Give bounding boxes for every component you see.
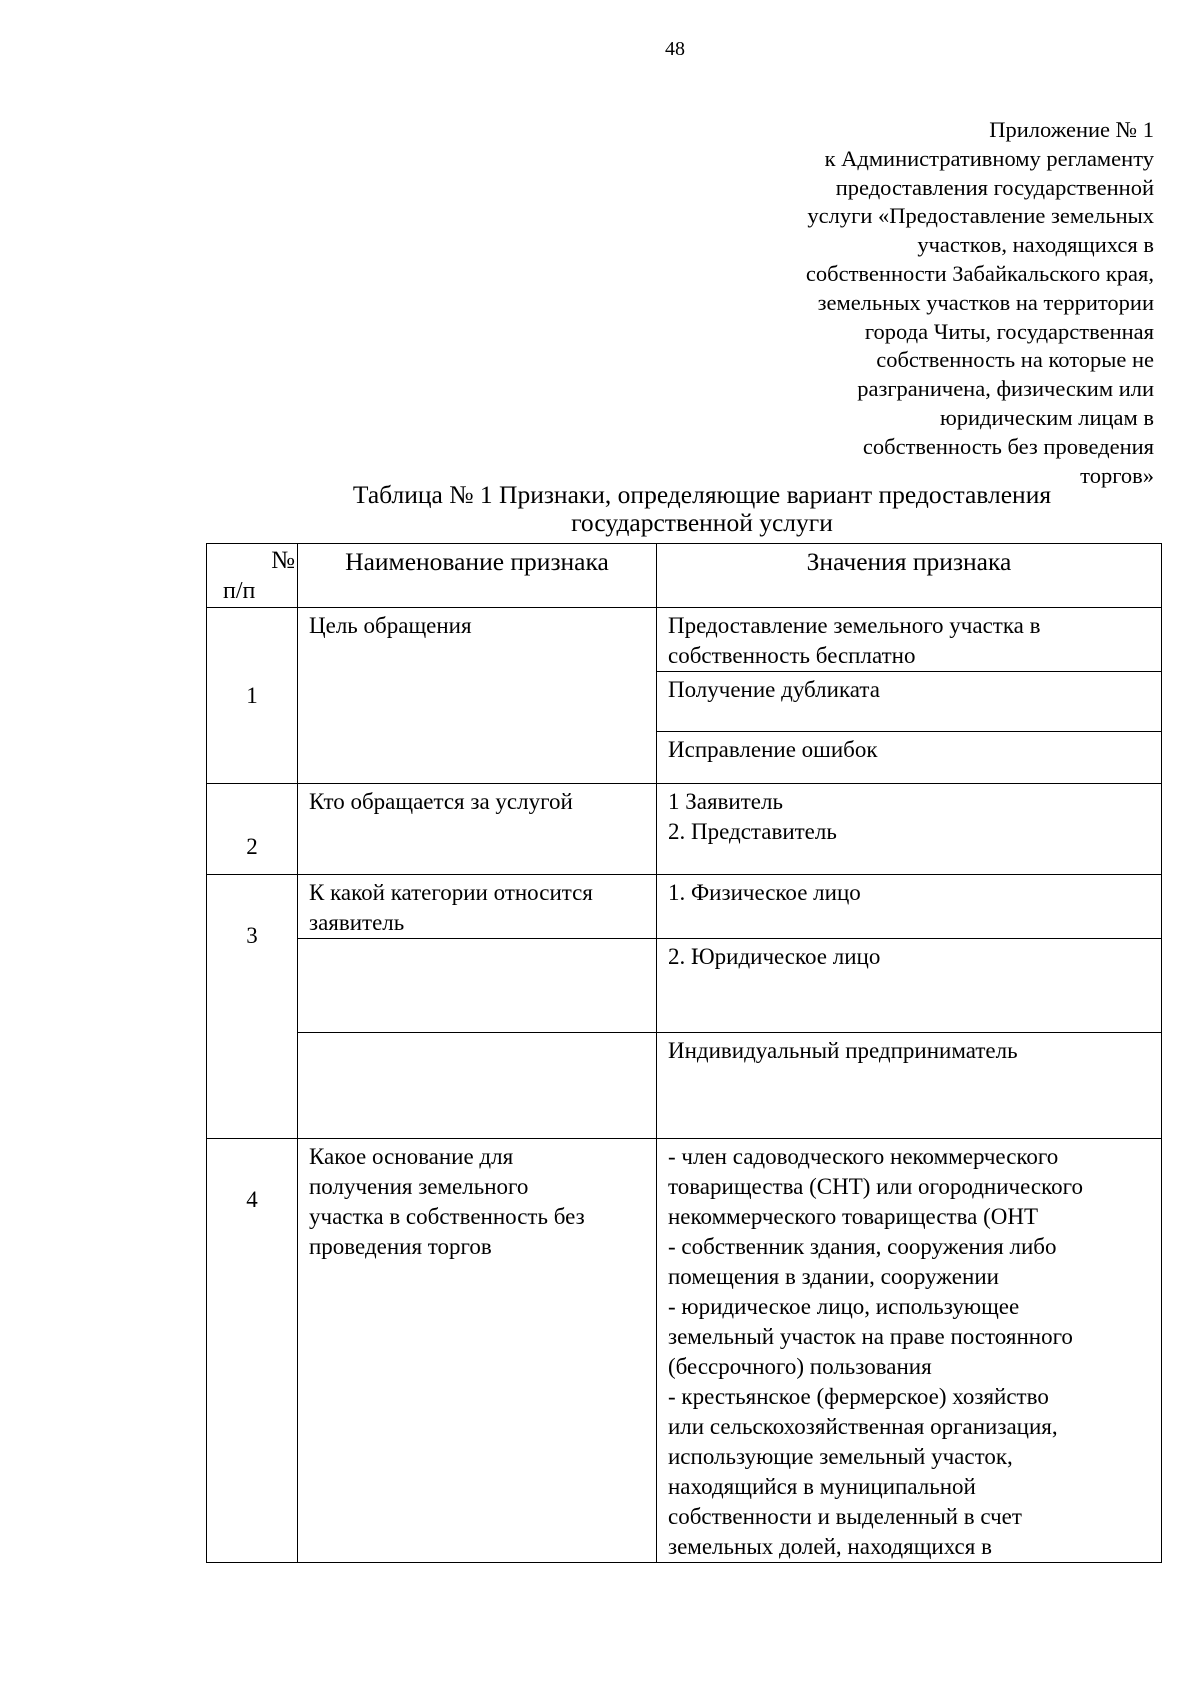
appendix-line: собственности Забайкальского края,	[805, 260, 1154, 286]
row-number: 4	[207, 1139, 298, 1563]
appendix-line: юридическим лицам в	[939, 404, 1154, 430]
table-row	[207, 1033, 1162, 1139]
table-row	[207, 1139, 1162, 1563]
attribute-name: Цель обращения	[298, 608, 657, 784]
attribute-value: Получение дубликата	[657, 672, 1162, 732]
attribute-value: 2. Юридическое лицо	[657, 939, 1162, 1033]
row-number: 1	[207, 608, 298, 784]
attribute-value: Индивидуальный предприниматель	[657, 1033, 1162, 1139]
table-title-line: государственной услуги	[571, 508, 833, 537]
table-title	[205, 481, 1199, 537]
attribute-value: 1 Заявитель 2. Представитель	[657, 784, 1162, 875]
appendix-line: предоставления государственной	[835, 174, 1154, 200]
table-row	[207, 939, 1162, 1033]
appendix-line: к Административному регламенту	[824, 145, 1154, 171]
table-title-line: Таблица № 1 Признаки, определяющие вариант предоставления	[352, 480, 1052, 509]
appendix-line: собственность без проведения	[862, 433, 1154, 459]
appendix-line: города Читы, государственная	[864, 318, 1154, 344]
table-row	[207, 784, 1162, 875]
row-number: 2	[207, 784, 298, 875]
attribute-name-empty	[298, 1033, 657, 1139]
header-number	[207, 544, 298, 608]
appendix-line: Приложение № 1	[989, 117, 1154, 142]
attribute-value: - член садоводческого некоммерческого товарищества (СНТ) или огороднического некоммерческого товарищества (ОНТ - собственник здания, сооружения либо помещения в здании, сооружении - юридическое лицо, использующее земельный участок на праве постоянного (бессрочного) пользования - крестьянское (фермерское) хозяйство или сельскохозяйственная организация, использующие земельный участок, находящийся в муниципальной собственности и выделенный в счет земельных долей, находящихся в	[657, 1139, 1162, 1563]
table-row	[207, 608, 1162, 672]
table-row	[207, 875, 1162, 939]
attribute-value: Исправление ошибок	[657, 732, 1162, 784]
page-number: 48	[665, 38, 685, 60]
attributes-table	[206, 543, 1162, 1563]
attribute-name-empty	[298, 939, 657, 1033]
appendix-line: участков, находящихся в	[917, 232, 1154, 258]
appendix-line: торгов»	[1080, 462, 1154, 488]
header-attribute-name: Наименование признака	[298, 544, 657, 608]
appendix-line: собственность на которые не	[876, 347, 1154, 373]
appendix-line: услуги «Предоставление земельных	[807, 203, 1154, 229]
row-number: 3	[207, 875, 298, 1139]
header-attribute-values: Значения признака	[657, 544, 1162, 608]
header-number-pp: п/п	[223, 578, 256, 604]
appendix-line: земельных участков на территории	[817, 289, 1154, 315]
attribute-value: Предоставление земельного участка в собственность бесплатно	[657, 608, 1162, 672]
attribute-name: Кто обращается за услугой	[298, 784, 657, 875]
attribute-value: 1. Физическое лицо	[657, 875, 1162, 939]
table-header-row	[207, 544, 1162, 608]
attribute-name: К какой категории относится заявитель	[298, 875, 657, 939]
attribute-name: Какое основание для получения земельного участка в собственность без проведения торгов	[298, 1139, 657, 1563]
appendix-reference	[694, 116, 1154, 490]
header-number-sign: №	[271, 547, 295, 574]
appendix-line: разграничена, физическим или	[857, 376, 1154, 402]
